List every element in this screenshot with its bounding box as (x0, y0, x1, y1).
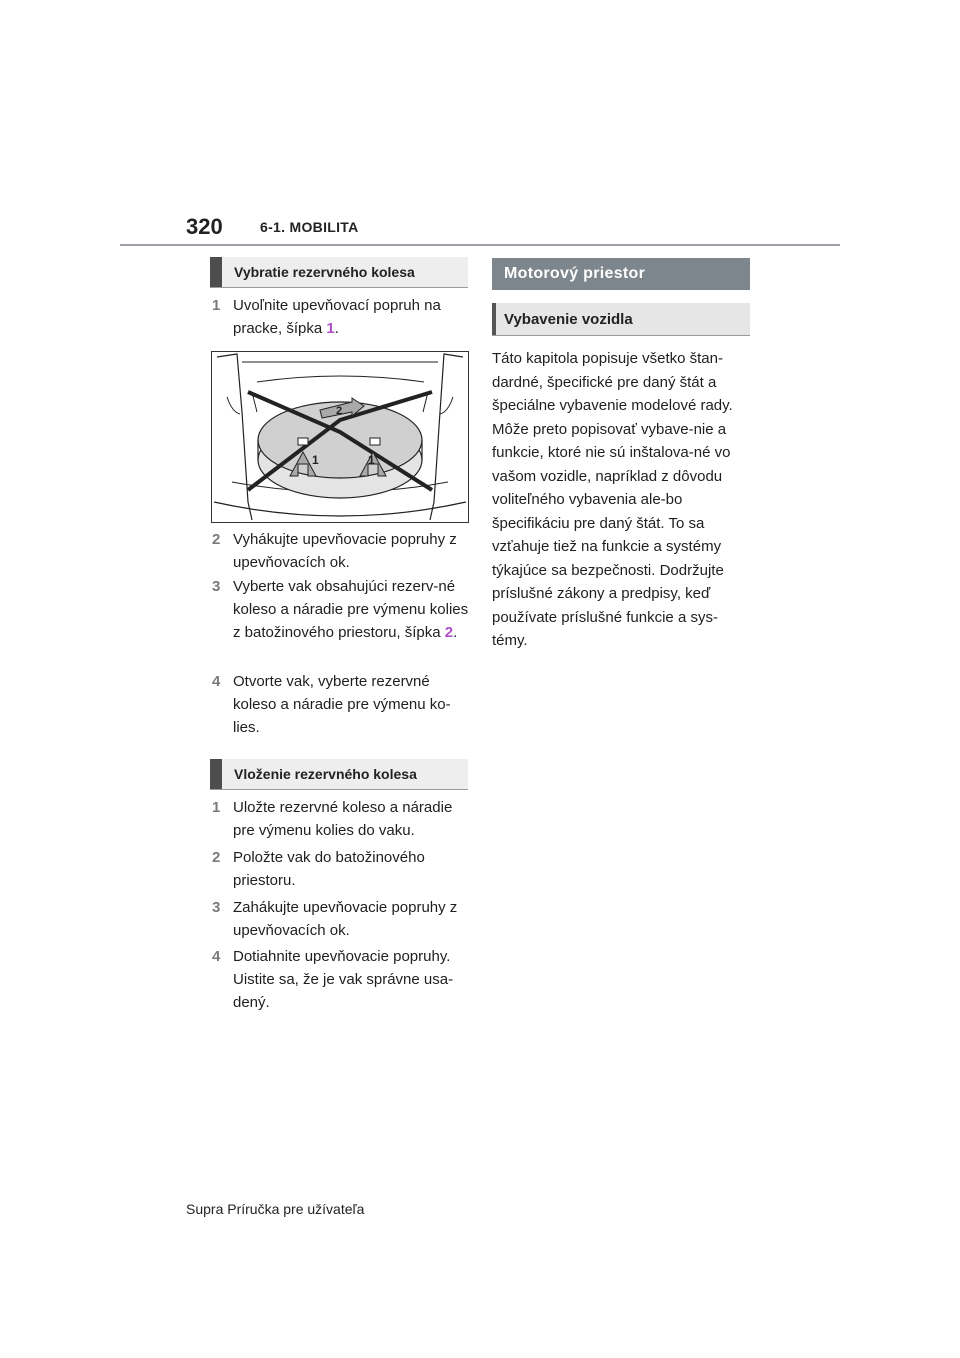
step-removal-2 (212, 528, 470, 574)
step-insert-1 (212, 796, 470, 842)
step-number: 3 (212, 578, 221, 595)
step-insert-2 (212, 846, 470, 892)
section-header-removal (210, 257, 468, 288)
section-marker (210, 759, 222, 789)
step-text: Uvoľnite upevňovací popruh na pracke, šípka (233, 297, 441, 337)
section-marker (210, 257, 222, 287)
step-insert-3 (212, 896, 470, 942)
page-number: 320 (186, 214, 223, 239)
step-text: Otvorte vak, vyberte rezervné koleso a náradie pre výmenu ko-lies. (233, 673, 451, 736)
step-number: 1 (212, 799, 221, 816)
section-title: Vybratie rezervného kolesa (234, 264, 415, 280)
step-text: Vyberte vak obsahujúci rezerv-né koleso a náradie pre výmenu kolies z batožinového priestoru, šípka (233, 578, 469, 641)
subsection-header-equipment (492, 303, 750, 336)
step-number: 3 (212, 899, 221, 916)
step-number: 1 (212, 297, 221, 314)
step-text: Položte vak do batožinového priestoru. (233, 849, 425, 889)
header-divider (120, 244, 840, 246)
section-marker (492, 303, 496, 335)
arrow-label-1: 1 (312, 453, 319, 467)
trunk-drawing (212, 352, 468, 522)
spare-wheel-illustration (211, 351, 469, 523)
arrow-label-2: 2 (336, 405, 343, 417)
section-header-engine (492, 258, 750, 290)
section-title: Vloženie rezervného kolesa (234, 766, 417, 782)
step-text: Zahákujte upevňovacie popruhy z upevňovacích ok. (233, 899, 458, 939)
chapter-title: 6-1. MOBILITA (260, 219, 359, 235)
step-text: Dotiahnite upevňovacie popruhy. Uistite sa, že je vak správne usa-dený. (233, 948, 454, 1011)
section-title: Motorový priestor (504, 265, 646, 282)
arrow-label-1: 1 (368, 453, 375, 467)
section-header-insert (210, 759, 468, 790)
step-insert-4 (212, 945, 470, 1014)
subsection-title: Vybavenie vozidla (504, 310, 633, 328)
step-number: 4 (212, 948, 221, 965)
step-removal-3: 3 Vyberte vak obsahujúci rezerv-né koleso a náradie pre výmenu kolies z batožinového priestoru, šípka 2. (212, 575, 470, 644)
step-number: 2 (212, 531, 221, 548)
arrow-reference: 1 (326, 320, 335, 337)
footer-text: Supra Príručka pre užívateľa (186, 1201, 365, 1217)
arrow-reference: 2 (444, 624, 454, 641)
step-removal-4 (212, 670, 470, 739)
equipment-paragraph: Táto kapitola popisuje všetko štan-dardné, špecifické pre daný štát a špeciálne vybavenie modelové rady. Môže preto popisovať vybave-nie a funkcie, ktoré nie sú inštalova-né vo vašom vozidle, napríklad z dôvodu voliteľného vybavenia ale-bo špecifikáciu pre daný štát. To sa vzťahuje tiež na funkcie a systémy týkajúce sa bezpečnosti. Dodržujte príslušné zákony a predpisy, keď používate príslušné funkcie a sys-témy. (492, 350, 733, 649)
step-number: 2 (212, 849, 221, 866)
step-text: Vyhákujte upevňovacie popruhy z upevňovacích ok. (233, 531, 457, 571)
step-text: Uložte rezervné koleso a náradie pre výmenu kolies do vaku. (233, 799, 453, 839)
step-number: 4 (212, 673, 221, 690)
step-removal-1: 1 Uvoľnite upevňovací popruh na pracke, šípka 1. (212, 294, 470, 340)
